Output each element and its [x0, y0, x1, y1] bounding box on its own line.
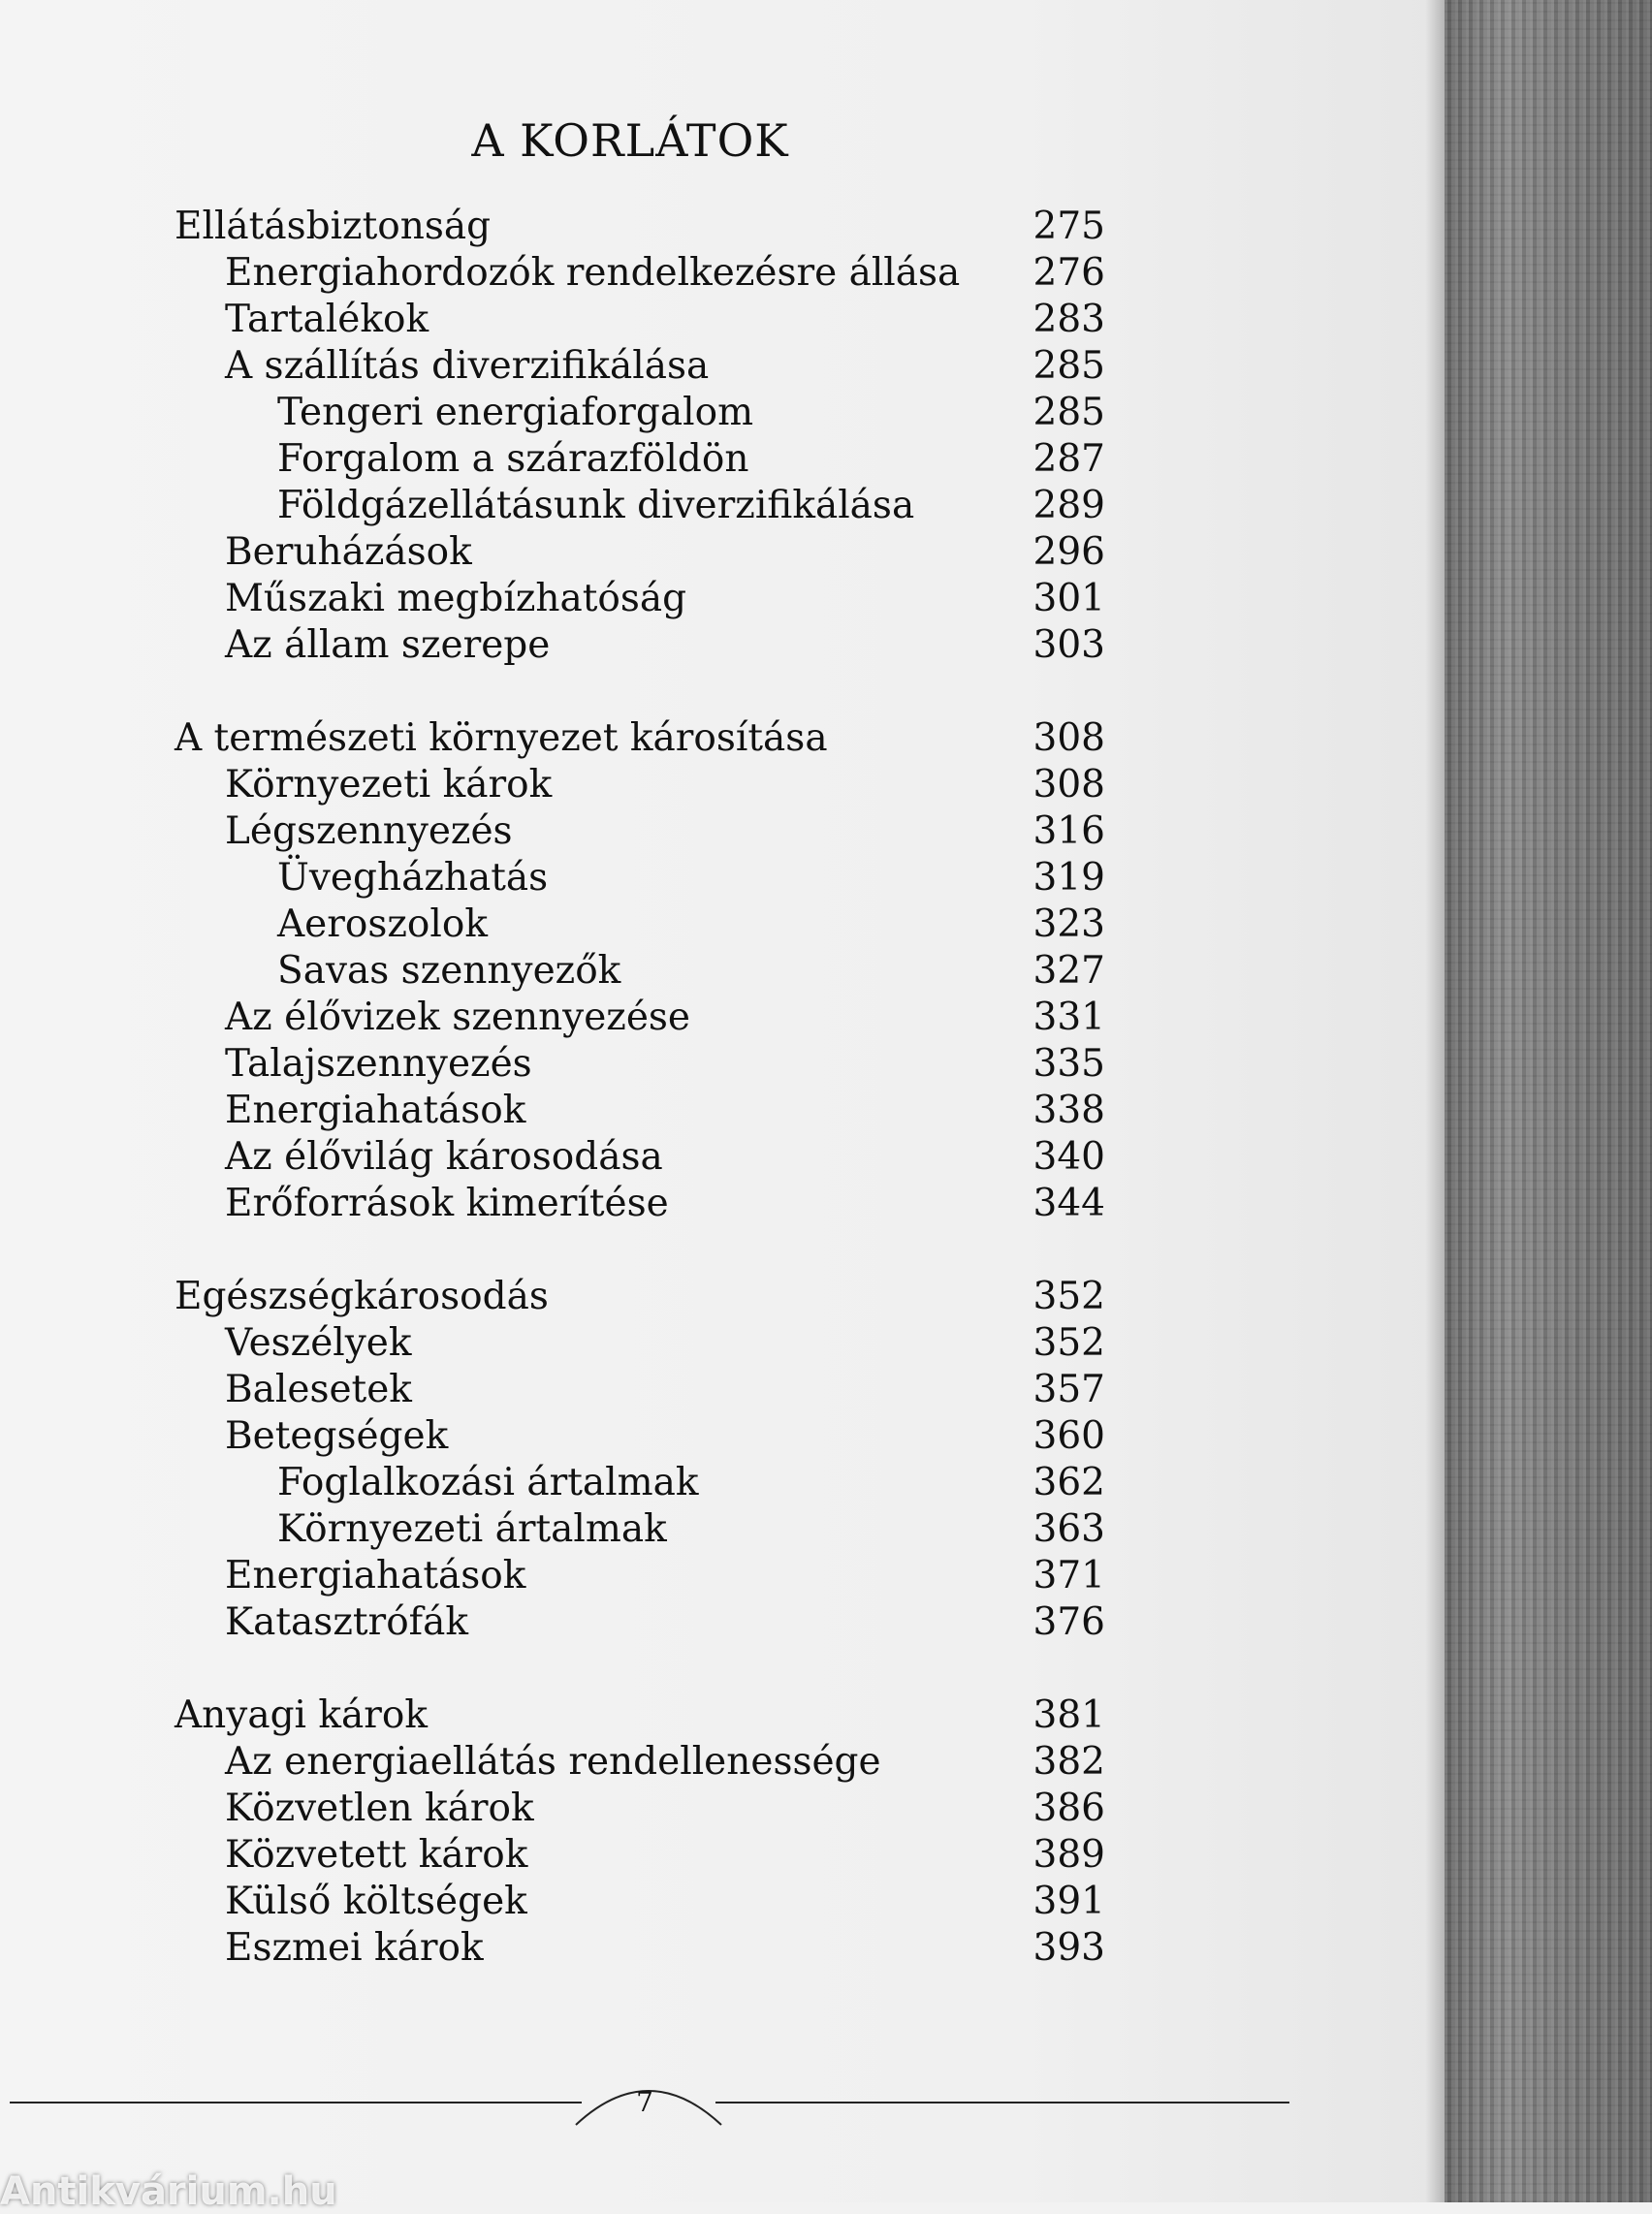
toc-entry-page: 338 [1032, 1089, 1105, 1132]
toc-entry [175, 808, 1105, 855]
toc-entry [175, 1181, 1105, 1227]
toc-entry-page: 308 [1032, 716, 1105, 760]
toc-entry-label: Katasztrófák [225, 1600, 468, 1644]
toc-entry-label: Aeroszolok [277, 902, 488, 946]
toc-entry-page: 335 [1032, 1042, 1105, 1086]
toc-entry-page: 287 [1032, 437, 1105, 481]
toc-entry-label: Betegségek [225, 1414, 449, 1458]
toc-entry [175, 343, 1105, 390]
toc-entry-page: 285 [1032, 344, 1105, 388]
toc-entry [175, 1320, 1105, 1367]
toc-entry [175, 1506, 1105, 1553]
toc-entry [175, 1832, 1105, 1879]
toc-entry-label: Anyagi károk [175, 1693, 429, 1737]
toc-entry-label: Légszennyezés [225, 809, 513, 853]
toc-entry-page: 275 [1032, 205, 1105, 248]
toc-entry-page: 285 [1032, 391, 1105, 434]
toc-entry-page: 301 [1032, 577, 1105, 620]
toc-entry-label: Ellátásbiztonság [175, 205, 492, 248]
toc-entry-page: 376 [1032, 1600, 1105, 1644]
toc-entry-label: Beruházások [225, 530, 472, 574]
toc-entry-page: 331 [1032, 996, 1105, 1039]
toc-entry-page: 296 [1032, 530, 1105, 574]
toc-entry-page: 323 [1032, 902, 1105, 946]
toc-entry [175, 1460, 1105, 1506]
toc-entry-page: 303 [1032, 623, 1105, 667]
toc-entry-label: Külső költségek [225, 1880, 527, 1923]
toc-entry-label: Földgázellátásunk diverzifikálása [277, 484, 915, 527]
section-gap [175, 1227, 1105, 1274]
toc-entry-label: Környezeti károk [225, 763, 553, 807]
watermark: Antikvárium.hu [0, 2169, 337, 2214]
toc-entry [175, 1925, 1105, 1972]
toc-entry-page: 316 [1032, 809, 1105, 853]
toc-entry-page: 308 [1032, 763, 1105, 807]
footer-rule-left [10, 2102, 582, 2103]
toc-entry-label: Eszmei károk [225, 1926, 484, 1970]
toc-entry [175, 483, 1105, 529]
toc-entry [175, 204, 1105, 250]
toc-entry-label: Energiahordozók rendelkezésre állása [225, 251, 961, 295]
toc-entry [175, 995, 1105, 1041]
toc-entry-label: Foglalkozási ártalmak [277, 1461, 699, 1504]
toc-entry [175, 250, 1105, 297]
toc-entry [175, 948, 1105, 995]
footer-rule-right [715, 2102, 1289, 2103]
toc-entry-label: Környezeti ártalmak [277, 1507, 667, 1551]
toc-entry-label: Savas szennyezők [277, 949, 621, 993]
toc-entry [175, 715, 1105, 762]
section-gap [175, 1646, 1105, 1692]
toc-entry-label: Erőforrások kimerítése [225, 1182, 669, 1225]
toc-entry [175, 855, 1105, 901]
toc-entry-page: 360 [1032, 1414, 1105, 1458]
toc-entry-page: 340 [1032, 1135, 1105, 1179]
page-number: 7 [636, 2086, 653, 2118]
toc-entry-label: Tartalékok [225, 298, 429, 341]
toc-entry-label: Energiahatások [225, 1089, 526, 1132]
toc-entry-page: 319 [1032, 856, 1105, 900]
toc-entry-label: Talajszennyezés [225, 1042, 532, 1086]
toc-entry-page: 362 [1032, 1461, 1105, 1504]
toc-entry-label: Az élővizek szennyezése [225, 996, 691, 1039]
toc-entry-label: A természeti környezet károsítása [175, 716, 828, 760]
toc-entry-page: 352 [1032, 1321, 1105, 1365]
toc-entry [175, 1041, 1105, 1088]
toc-entry-page: 391 [1032, 1880, 1105, 1923]
toc-entry-label: Az energiaellátás rendellenessége [225, 1740, 881, 1784]
toc-entry [175, 1739, 1105, 1786]
toc-entry-page: 283 [1032, 298, 1105, 341]
toc-entry-page: 289 [1032, 484, 1105, 527]
toc-entry-page: 352 [1032, 1275, 1105, 1318]
toc-entry [175, 622, 1105, 669]
toc-entry-label: Balesetek [225, 1368, 412, 1411]
toc-entry-page: 381 [1032, 1693, 1105, 1737]
toc-entry-page: 386 [1032, 1787, 1105, 1830]
toc-entry-page: 327 [1032, 949, 1105, 993]
toc-entry-page: 389 [1032, 1833, 1105, 1877]
toc-entry-label: Az élővilág károsodása [225, 1135, 663, 1179]
toc-entry-page: 363 [1032, 1507, 1105, 1551]
toc-entry [175, 390, 1105, 436]
toc-entry-label: Az állam szerepe [225, 623, 551, 667]
toc-entry-label: Egészségkárosodás [175, 1275, 549, 1318]
toc-entry [175, 1367, 1105, 1413]
toc-entry-label: Üvegházhatás [277, 856, 549, 900]
toc-entry-page: 357 [1032, 1368, 1105, 1411]
toc-entry [175, 762, 1105, 808]
toc-entry [175, 1088, 1105, 1134]
toc-entry-page: 393 [1032, 1926, 1105, 1970]
book-cover-edge [1445, 0, 1652, 2202]
toc-entry [175, 1134, 1105, 1181]
toc-entry [175, 1599, 1105, 1646]
toc-entry-label: A szállítás diverzifikálása [225, 344, 710, 388]
toc-entry [175, 1413, 1105, 1460]
toc-entry-label: Veszélyek [225, 1321, 412, 1365]
toc-entry [175, 901, 1105, 948]
toc-entry [175, 1553, 1105, 1599]
toc-entry-label: Közvetlen károk [225, 1787, 534, 1830]
toc-entry-label: Energiahatások [225, 1554, 526, 1597]
toc-entry [175, 436, 1105, 483]
toc-entry [175, 576, 1105, 622]
toc-entry-page: 344 [1032, 1182, 1105, 1225]
page-title: A KORLÁTOK [471, 114, 789, 167]
toc-entry-label: Forgalom a szárazföldön [277, 437, 749, 481]
toc-entry-label: Közvetett károk [225, 1833, 528, 1877]
toc-entry-label: Műszaki megbízhatóság [225, 577, 687, 620]
toc-entry-page: 371 [1032, 1554, 1105, 1597]
toc-entry [175, 529, 1105, 576]
section-gap [175, 669, 1105, 715]
toc-entry-label: Tengeri energiaforgalom [277, 391, 754, 434]
toc-entry [175, 1692, 1105, 1739]
toc-entry [175, 1879, 1105, 1925]
toc-entry-page: 382 [1032, 1740, 1105, 1784]
toc-entry [175, 1786, 1105, 1832]
toc-entry [175, 297, 1105, 343]
table-of-contents [175, 204, 1105, 1972]
toc-entry [175, 1274, 1105, 1320]
toc-entry-page: 276 [1032, 251, 1105, 295]
